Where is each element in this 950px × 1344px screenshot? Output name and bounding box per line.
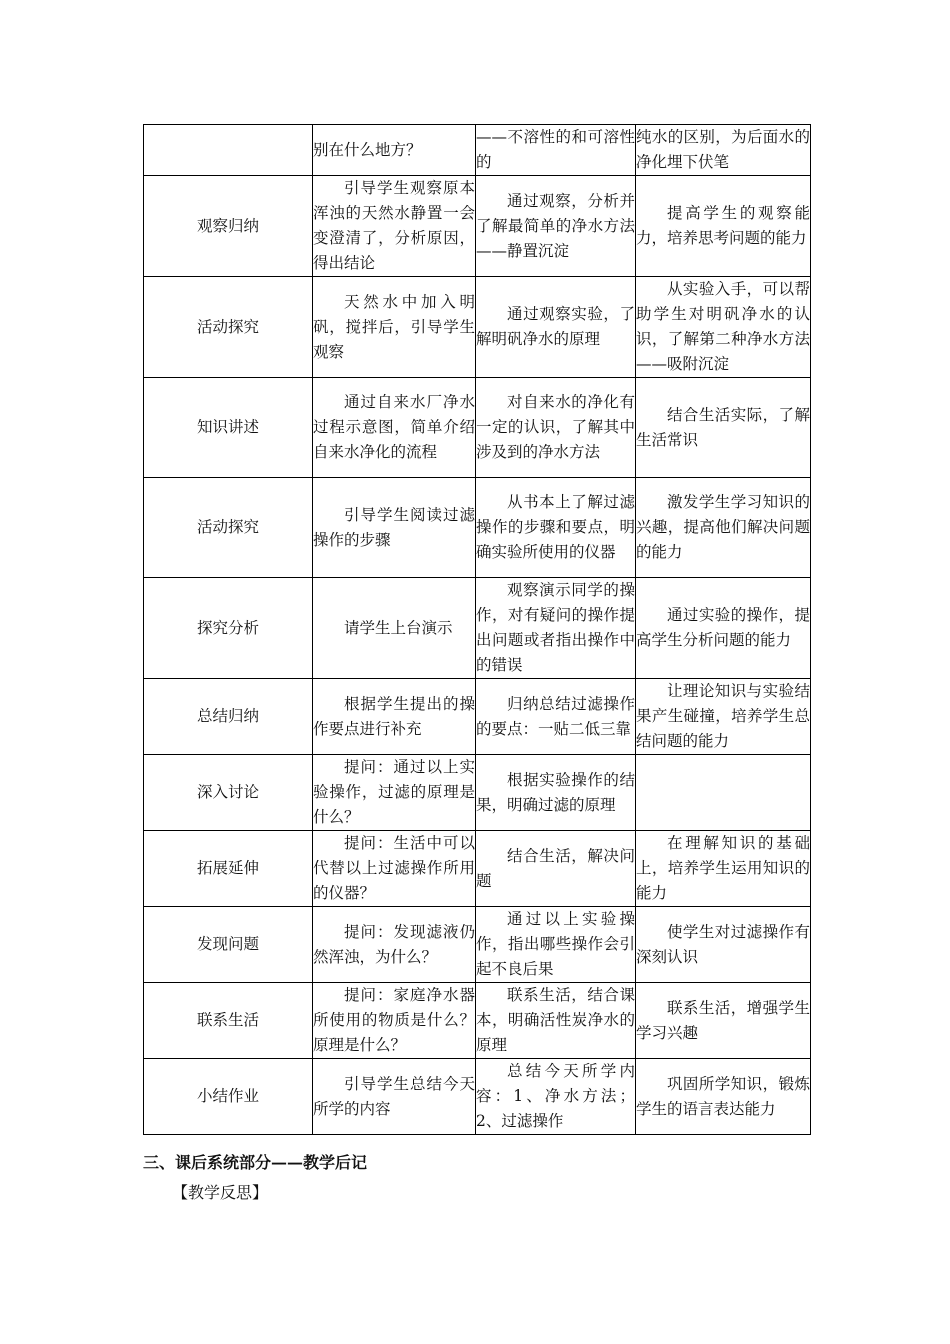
- lesson-table-body: [144, 125, 811, 1135]
- table-row: [144, 831, 811, 907]
- teacher-activity-cell-text: 提问：生活中可以代替以上过滤操作所用的仪器？: [313, 834, 475, 902]
- teacher-activity-cell-text: 引导学生阅读过滤操作的步骤: [313, 505, 475, 549]
- design-intent-cell-text: 在理解知识的基础上，培养学生运用知识的能力: [636, 834, 810, 902]
- teacher-activity-cell-text: 引导学生总结今天所学的内容: [313, 1074, 475, 1118]
- design-intent-cell: [636, 1059, 811, 1135]
- stage-cell: [144, 277, 313, 378]
- teacher-activity-cell: [313, 1059, 476, 1135]
- teacher-activity-cell: [313, 176, 476, 277]
- design-intent-cell: [636, 277, 811, 378]
- table-row: [144, 277, 811, 378]
- design-intent-cell-text: 从实验入手，可以帮助学生对明矾净水的认识，了解第二种净水方法——吸附沉淀: [636, 280, 810, 373]
- stage-cell: [144, 478, 313, 578]
- student-activity-cell-text: 对自来水的净化有一定的认识，了解其中涉及到的净水方法: [476, 393, 635, 461]
- stage-cell: [144, 907, 313, 983]
- student-activity-cell: [476, 755, 636, 831]
- student-activity-cell: [476, 679, 636, 755]
- stage-cell-text: 总结归纳: [196, 707, 259, 725]
- stage-cell-text: 观察归纳: [196, 216, 259, 235]
- stage-cell-text: 活动探究: [196, 317, 259, 336]
- design-intent-cell-text: 激发学生学习知识的兴趣，提高他们解决问题的能力: [636, 493, 810, 561]
- table-row: [144, 578, 811, 679]
- table-row: [144, 478, 811, 578]
- teacher-activity-cell-text: 引导学生观察原本浑浊的天然水静置一会变澄清了，分析原因，得出结论: [313, 179, 475, 272]
- stage-cell: [144, 378, 313, 478]
- design-intent-cell: [636, 125, 811, 176]
- stage-cell: [144, 125, 313, 176]
- stage-cell: [144, 1059, 313, 1135]
- teacher-activity-cell-text: 提问：发现滤液仍然浑浊，为什么？: [313, 922, 475, 966]
- stage-cell: [144, 831, 313, 907]
- teacher-activity-cell: [313, 378, 476, 478]
- lesson-table: [143, 124, 811, 1135]
- teacher-activity-cell: [313, 578, 476, 679]
- teacher-activity-cell-text: 请学生上台演示: [344, 618, 453, 637]
- teacher-activity-cell: [313, 831, 476, 907]
- stage-cell-text: 探究分析: [196, 618, 259, 637]
- design-intent-cell: [636, 176, 811, 277]
- design-intent-cell: [636, 478, 811, 578]
- student-activity-cell: [476, 277, 636, 378]
- stage-cell-text: 知识讲述: [196, 418, 259, 436]
- stage-cell-text: 深入讨论: [196, 783, 259, 801]
- teacher-activity-cell: [313, 983, 476, 1059]
- student-activity-cell: [476, 907, 636, 983]
- teacher-activity-cell: [313, 679, 476, 755]
- stage-cell: [144, 983, 313, 1059]
- student-activity-cell-text: 通过以上实验操作，指出哪些操作会引起不良后果: [476, 910, 635, 978]
- design-intent-cell-text: 让理论知识与实验结果产生碰撞，培养学生总结问题的能力: [636, 682, 810, 750]
- table-row: [144, 378, 811, 478]
- student-activity-cell: [476, 578, 636, 679]
- section-title: 三、课后系统部分——教学后记: [143, 1153, 368, 1172]
- design-intent-cell-text: 巩固所学知识，锻炼学生的语言表达能力: [636, 1074, 810, 1118]
- table-row: [144, 125, 811, 176]
- student-activity-cell-text: 归纳总结过滤操作的要点：一贴二低三靠: [476, 694, 635, 738]
- stage-cell: [144, 176, 313, 277]
- student-activity-cell-text: 观察演示同学的操作，对有疑问的操作提出问题或者指出操作中的错误: [476, 581, 635, 674]
- stage-cell: [144, 679, 313, 755]
- student-activity-cell: [476, 176, 636, 277]
- design-intent-cell: [636, 755, 811, 831]
- stage-cell: [144, 578, 313, 679]
- student-activity-cell: [476, 1059, 636, 1135]
- teacher-activity-cell: [313, 125, 476, 176]
- student-activity-cell-text: 从书本上了解过滤操作的步骤和要点，明确实验所使用的仪器: [476, 493, 635, 561]
- design-intent-cell-text: 通过实验的操作，提高学生分析问题的能力: [636, 606, 810, 649]
- teacher-activity-cell: [313, 907, 476, 983]
- stage-cell-text: 小结作业: [196, 1087, 259, 1105]
- student-activity-cell: [476, 478, 636, 578]
- design-intent-cell: [636, 378, 811, 478]
- student-activity-cell: [476, 831, 636, 907]
- stage-cell-text: 联系生活: [196, 1011, 259, 1029]
- teacher-activity-cell-text: 通过自来水厂净水过程示意图，简单介绍自来水净化的流程: [313, 393, 475, 461]
- student-activity-cell-text: 根据实验操作的结果，明确过滤的原理: [476, 770, 635, 814]
- teacher-activity-cell: [313, 478, 476, 578]
- table-row: [144, 1059, 811, 1135]
- stage-cell-text: 活动探究: [196, 518, 259, 536]
- design-intent-cell-text: 使学生对过滤操作有深刻认识: [636, 922, 810, 966]
- design-intent-cell: [636, 578, 811, 679]
- student-activity-cell-text: 通过观察实验，了解明矾净水的原理: [476, 305, 635, 348]
- teacher-activity-cell-text: 提问：家庭净水器所使用的物质是什么？原理是什么？: [313, 986, 475, 1054]
- student-activity-cell: [476, 125, 636, 176]
- student-activity-cell-text: 通过观察，分析并了解最简单的净水方法——静置沉淀: [476, 191, 635, 260]
- table-row: [144, 679, 811, 755]
- table-row: [144, 176, 811, 277]
- design-intent-cell-text: 结合生活实际，了解生活常识: [636, 405, 810, 449]
- student-activity-cell-text: ——不溶性的和可溶性的: [476, 128, 635, 171]
- design-intent-cell: [636, 679, 811, 755]
- design-intent-cell: [636, 831, 811, 907]
- design-intent-cell-text: 提高学生的观察能力，培养思考问题的能力: [636, 204, 810, 247]
- teacher-activity-cell-text: 提问：通过以上实验操作，过滤的原理是什么？: [313, 758, 475, 826]
- student-activity-cell-text: 联系生活，结合课本，明确活性炭净水的原理: [476, 986, 635, 1054]
- student-activity-cell-text: 结合生活，解决问题: [476, 846, 635, 890]
- student-activity-cell-text: 总结今天所学内容：1、净水方法；2、过滤操作: [476, 1062, 635, 1130]
- teacher-activity-cell: [313, 277, 476, 378]
- design-intent-cell-text: 联系生活，增强学生学习兴趣: [636, 998, 810, 1042]
- table-row: [144, 907, 811, 983]
- teacher-activity-cell: [313, 755, 476, 831]
- table-row: [144, 983, 811, 1059]
- teacher-activity-cell-text: 根据学生提出的操作要点进行补充: [313, 694, 475, 738]
- student-activity-cell: [476, 378, 636, 478]
- table-row: [144, 755, 811, 831]
- student-activity-cell: [476, 983, 636, 1059]
- teacher-activity-cell-text: 别在什么地方？: [313, 140, 422, 159]
- stage-cell-text: 发现问题: [196, 935, 259, 953]
- teacher-activity-cell-text: 天然水中加入明矾，搅拌后，引导学生观察: [313, 292, 475, 361]
- design-intent-cell: [636, 907, 811, 983]
- stage-cell: [144, 755, 313, 831]
- stage-cell-text: 拓展延伸: [196, 859, 259, 877]
- design-intent-cell: [636, 983, 811, 1059]
- design-intent-cell-text: 纯水的区别，为后面水的净化埋下伏笔: [636, 128, 810, 171]
- reflection-heading: 【教学反思】: [172, 1183, 269, 1202]
